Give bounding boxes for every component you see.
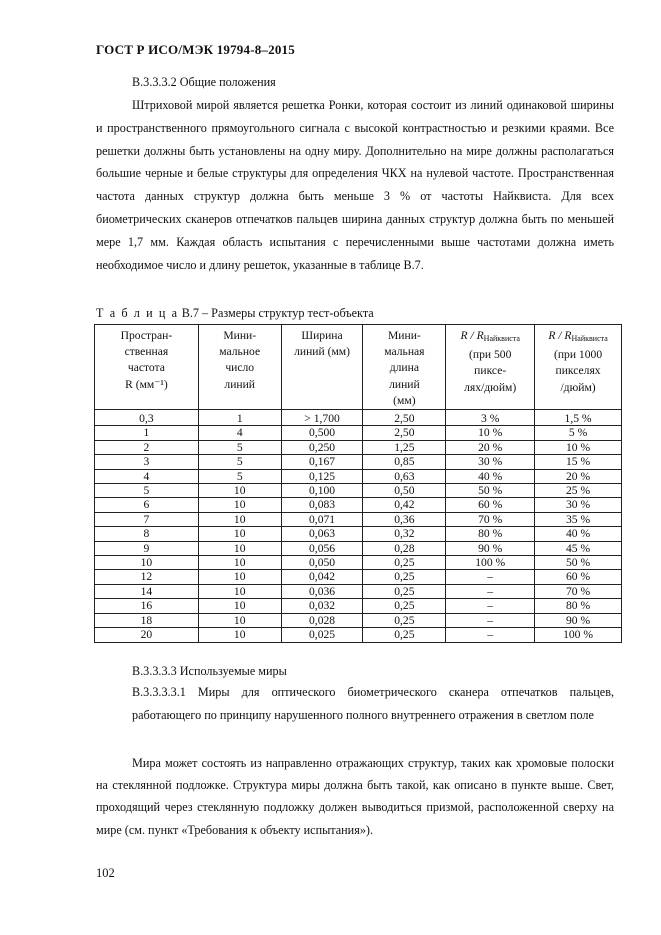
ratio-subscript: Найквиста [483,334,520,343]
header-line: линий [224,377,256,391]
table-cell: 20 % [446,440,535,454]
table-cell: – [446,613,535,627]
table-cell: 5 [198,469,281,483]
table-cell: 10 [198,556,281,570]
header-line: Простран- [120,329,173,342]
table-cell: 0,063 [281,527,363,541]
table-cell: 0,028 [281,613,363,627]
header-line: мальное [219,345,261,359]
table-cell: 9 [95,541,199,555]
table-cell: 0,42 [363,498,446,512]
table-row [95,469,622,483]
table-cell: – [446,599,535,613]
header-ratio [446,328,534,347]
table-row [95,484,622,498]
table-cell: 50 % [535,556,622,570]
table-cell: 25 % [535,484,622,498]
table-cell: 3 % [446,410,535,426]
header-line: Мини- [223,329,257,342]
table-cell: 14 [95,584,199,598]
header-min-line-length [363,325,446,410]
header-line: Мини- [387,329,421,342]
table-row [95,613,622,627]
table-row [95,455,622,469]
table-cell: 0,056 [281,541,363,555]
intro-paragraph: Штриховой мирой является решетка Ронки, которая состоит из линий одинаковой ширины и пространственного прямоугольного сигнала с высокой контрастностью и резкими краями. Все решетки должны быть установлены на одну миру. Дополнительно на мире должны располагаться большие черные и белые структуры для определения ЧКХ на нулевой частоте. Пространственная частота данных структур должна быть меньше 3 % от частоты Найквиста. Для всех биометрических сканеров отпечатков пальцев ширина данных структур должна быть по меньшей мере 1,7 мм. Каждая область испытания с перечисленными выше частотами должна иметь необходимое число и длину решеток, указанные в таблице В.7. [96,98,614,272]
table-cell: 4 [198,426,281,440]
table-cell: 0,50 [363,484,446,498]
table-cell: 0,050 [281,556,363,570]
header-line: лях/дюйм) [464,380,517,394]
table-cell: 90 % [446,541,535,555]
table-cell: 15 % [535,455,622,469]
table-row [95,512,622,526]
table-cell: 5 [198,455,281,469]
header-r-nyquist-500 [446,325,535,410]
table-cell: – [446,628,535,642]
table-cell: 4 [95,469,199,483]
table-cell: 12 [95,570,199,584]
table-cell: 45 % [535,541,622,555]
table-cell: 0,042 [281,570,363,584]
header-line: пиксе- [474,364,507,378]
header-line: линий (мм) [294,345,350,359]
table-cell: 0,25 [363,556,446,570]
table-cell: 1,5 % [535,410,622,426]
table-cell: 35 % [535,512,622,526]
table-cell: 6 [95,498,199,512]
table-cell: 0,25 [363,570,446,584]
table-cell: 0,25 [363,613,446,627]
ratio-main: R / R [548,329,572,342]
table-cell: 10 [198,613,281,627]
table-cell: 0,32 [363,527,446,541]
table-row [95,628,622,642]
section-heading-b3333: В.3.3.3.3 Используемые миры [132,664,287,678]
header-min-lines-count [198,325,281,410]
table-row [95,426,622,440]
table-cell: 70 % [535,584,622,598]
header-line: линий [389,377,420,391]
table-cell: 5 [95,484,199,498]
document-header: ГОСТ Р ИСО/МЭК 19794-8–2015 [96,42,295,57]
header-unit: R (мм⁻¹) [125,377,168,391]
table-cell: 1 [95,426,199,440]
ratio-main: R / R [460,329,484,342]
header-line: пикселях [555,364,601,378]
table-cell: 16 [95,599,199,613]
table-row [95,541,622,555]
table-cell: 0,167 [281,455,363,469]
table-cell: 10 [198,484,281,498]
table-cell: 0,100 [281,484,363,498]
table-row [95,527,622,541]
table-cell: 0,250 [281,440,363,454]
table-cell: 60 % [535,570,622,584]
header-line: (мм) [393,393,416,407]
table-cell: 50 % [446,484,535,498]
table-row [95,570,622,584]
table-cell: 90 % [535,613,622,627]
table-cell: 10 [198,599,281,613]
table-cell: 0,63 [363,469,446,483]
test-object-table [94,324,622,643]
table-cell: 100 % [446,556,535,570]
header-line: число [225,361,255,375]
table-cell: 0,85 [363,455,446,469]
table-row [95,556,622,570]
table-cell: 10 [198,628,281,642]
table-cell: 3 [95,455,199,469]
table-cell: 10 [198,498,281,512]
table-cell: 60 % [446,498,535,512]
table-cell: – [446,584,535,598]
table-cell: 100 % [535,628,622,642]
table-cell: 70 % [446,512,535,526]
table-cell: 0,500 [281,426,363,440]
table-caption-text: В.7 – Размеры структур тест-объекта [181,306,374,320]
table-cell: 0,071 [281,512,363,526]
table-cell: 0,025 [281,628,363,642]
table-cell: 0,25 [363,584,446,598]
table-cell: 0,083 [281,498,363,512]
table-cell: 10 [198,541,281,555]
header-ratio [535,328,621,347]
header-r-nyquist-1000 [535,325,622,410]
table-cell: 8 [95,527,199,541]
header-line: Ширина [301,329,343,342]
page-number: 102 [96,866,115,880]
table-cell: > 1,700 [281,410,363,426]
table-cell: 0,25 [363,628,446,642]
header-line-width [281,325,363,410]
mira-paragraph: Мира может состоять из направленно отражающих структур, таких как хромовые полоски на стеклянной подложке. Структура миры должна быть такой, как описано в пункте выше. Свет, проходящий через стеклянную подложку должен выводиться призмой, расположенной сверху на мире (см. пункт «Требования к объекту испытания»). [96,756,614,837]
table-cell: 2,50 [363,426,446,440]
table-row [95,498,622,512]
table-cell: 0,25 [363,599,446,613]
table-cell: 0,036 [281,584,363,598]
header-line: частота [127,361,165,375]
table-cell: 10 [198,527,281,541]
table-cell: 10 [198,584,281,598]
table-cell: 30 % [446,455,535,469]
table-row [95,440,622,454]
table-cell: 40 % [535,527,622,541]
table-cell: 2 [95,440,199,454]
table-cell: 10 % [535,440,622,454]
table-cell: 0,28 [363,541,446,555]
header-line: (при 500 [469,348,512,362]
table-cell: 0,3 [95,410,199,426]
table-cell: 5 % [535,426,622,440]
header-line: /дюйм) [560,380,596,394]
table-cell: 2,50 [363,410,446,426]
table-cell: 1,25 [363,440,446,454]
table-cell: 80 % [535,599,622,613]
table-cell: 40 % [446,469,535,483]
table-cell: 20 % [535,469,622,483]
ratio-subscript: Найквиста [571,334,608,343]
section-heading-b3332: В.3.3.3.2 Общие положения [132,75,276,89]
header-line: мальная [384,345,425,359]
table-cell: 30 % [535,498,622,512]
table-cell: 7 [95,512,199,526]
table-row [95,584,622,598]
header-line: ственная [124,345,169,359]
table-cell: 10 [198,512,281,526]
table-cell: 20 [95,628,199,642]
table-cell: 80 % [446,527,535,541]
table-row [95,599,622,613]
table-caption [96,306,374,321]
table-cell: 0,032 [281,599,363,613]
table-cell: 5 [198,440,281,454]
table-cell: 10 [198,570,281,584]
table-cell: 0,125 [281,469,363,483]
table-body [95,410,622,643]
header-line: длина [389,361,419,375]
table-cell: 10 [95,556,199,570]
table-row [95,410,622,426]
table-cell: 10 % [446,426,535,440]
table-cell: – [446,570,535,584]
table-header-row [95,325,622,410]
header-spatial-frequency [95,325,199,410]
table-cell: 1 [198,410,281,426]
table-cell: 0,36 [363,512,446,526]
table-caption-label: Т а б л и ц а [96,306,179,320]
table-cell: 18 [95,613,199,627]
header-line: (при 1000 [553,348,603,362]
section-heading-b33331: В.3.3.3.3.1 Миры для оптического биометрического сканера отпечатков пальцев, работающего по принципу нарушенного полного внутреннего отражения в светлом поле [132,685,614,722]
